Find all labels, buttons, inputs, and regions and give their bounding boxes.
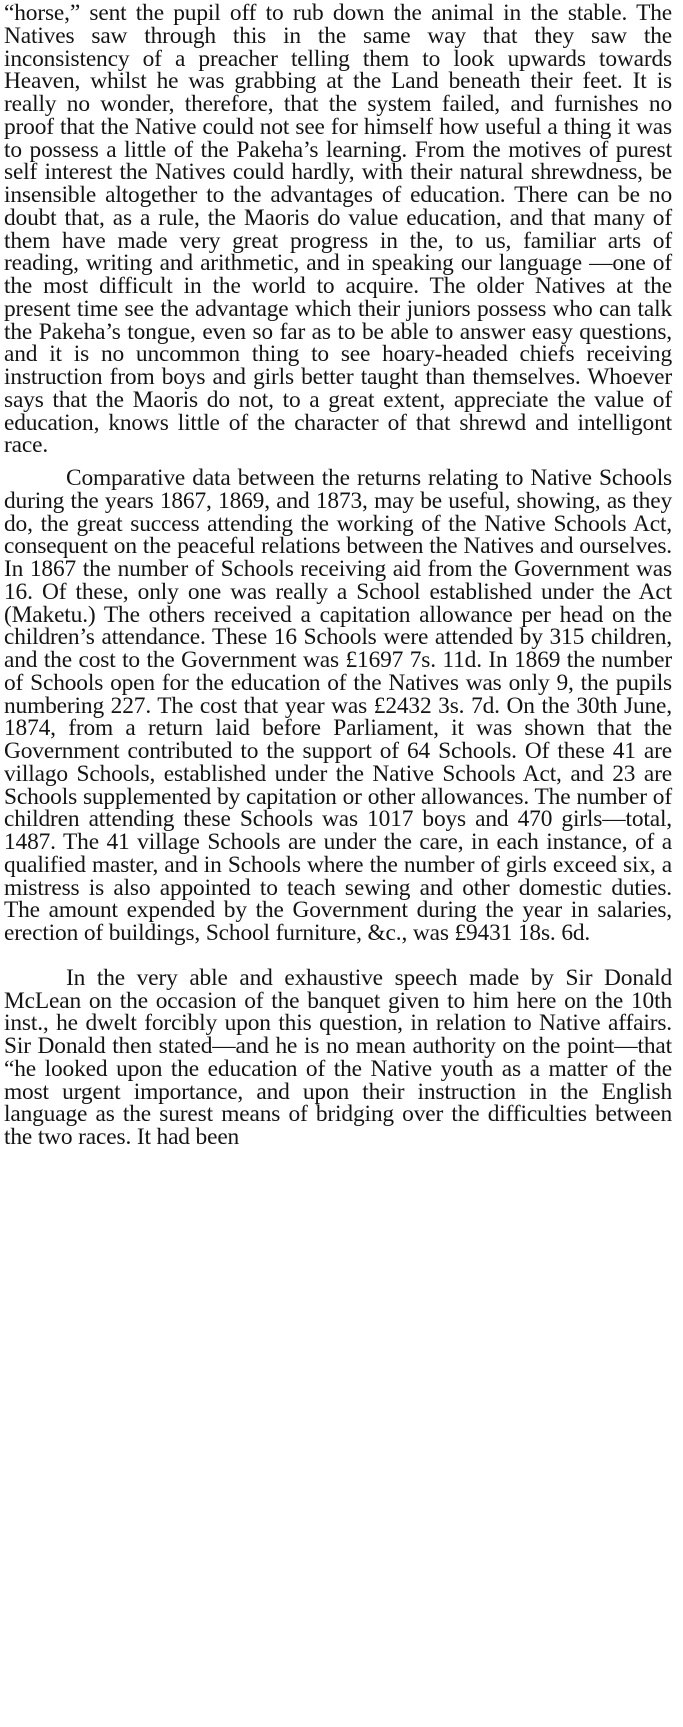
paragraph-3: In the very able and exhaustive speech made by Sir Donald McLean on the occasion of the banquet given to him here on the 10th inst., he dwelt forcibly upon this question, in relation to Native affairs. Sir Donald then stated—and he is no mean authority on the point—that “he looked upon the education of the Native youth as a matter of the most urgent importance, and upon their instruction in the English language as the surest means of bridging over the difficulties between the two races. It had been	[4, 964, 672, 1150]
paragraph-2: Comparative data between the returns relating to Native Schools during the years 1867, 1869, and 1873, may be useful, showing, as they do, the great success attending the working of the Native Schools Act, consequent on the peaceful relations between the Natives and ourselves. In 1867 the number of Schools receiving aid from the Government was 16. Of these, only one was really a School established under the Act (Maketu.) The others received a capitation allowance per head on the children’s attendance. These 16 Schools were attended by 315 children, and the cost to the Government was £1697 7s. 11d. In 1869 the number of Schools open for the education of the Natives was only 9, the pupils numbering 227. The cost that year was £2432 3s. 7d. On the 30th June, 1874, from a return laid before Parliament, it was shown that the Government contributed to the support of 64 Schools. Of these 41 are villago Schools, established under the Native Schools Act, and 23 are Schools supplemented by capitation or other allowances. The number of children attending these Schools was 1017 boys and 470 girls—total, 1487. The 41 village Schools are under the care, in each instance, of a qualified master, and in Schools where the number of girls exceed six, a mistress is also appointed to teach sewing and other domestic duties. The amount expended by the Government during the year in salaries, erection of buildings, School furniture, &c., was £9431 18s. 6d.	[4, 465, 672, 946]
paragraph-1: “horse,” sent the pupil off to rub down the animal in the stable. The Natives saw through this in the same way that they saw the inconsistency of a preacher telling them to look upwards towards Heaven, whilst he was grabbing at the Land beneath their feet. It is really no wonder, therefore, that the system failed, and furnishes no proof that the Native could not see for himself how useful a thing it was to possess a little of the Pakeha’s learning. From the motives of purest self interest the Natives could hardly, with their natural shrewdness, be insensible altogether to the advantages of education. There can be no doubt that, as a rule, the Maoris do value education, and that many of them have made very great progress in the, to us, familiar arts of reading, writing and arithmetic, and in speaking our language —one of the most difficult in the world to acquire. The older Natives at the present time see the advantage which their juniors possess who can talk the Pakeha’s tongue, even so far as to be able to answer easy questions, and it is no uncommon thing to see hoary-headed chiefs receiving instruction from boys and girls better taught than themselves. Whoever says that the Maoris do not, to a great extent, appreciate the value of education, knows little of the character of that shrewd and intelligont race.	[4, 0, 672, 459]
